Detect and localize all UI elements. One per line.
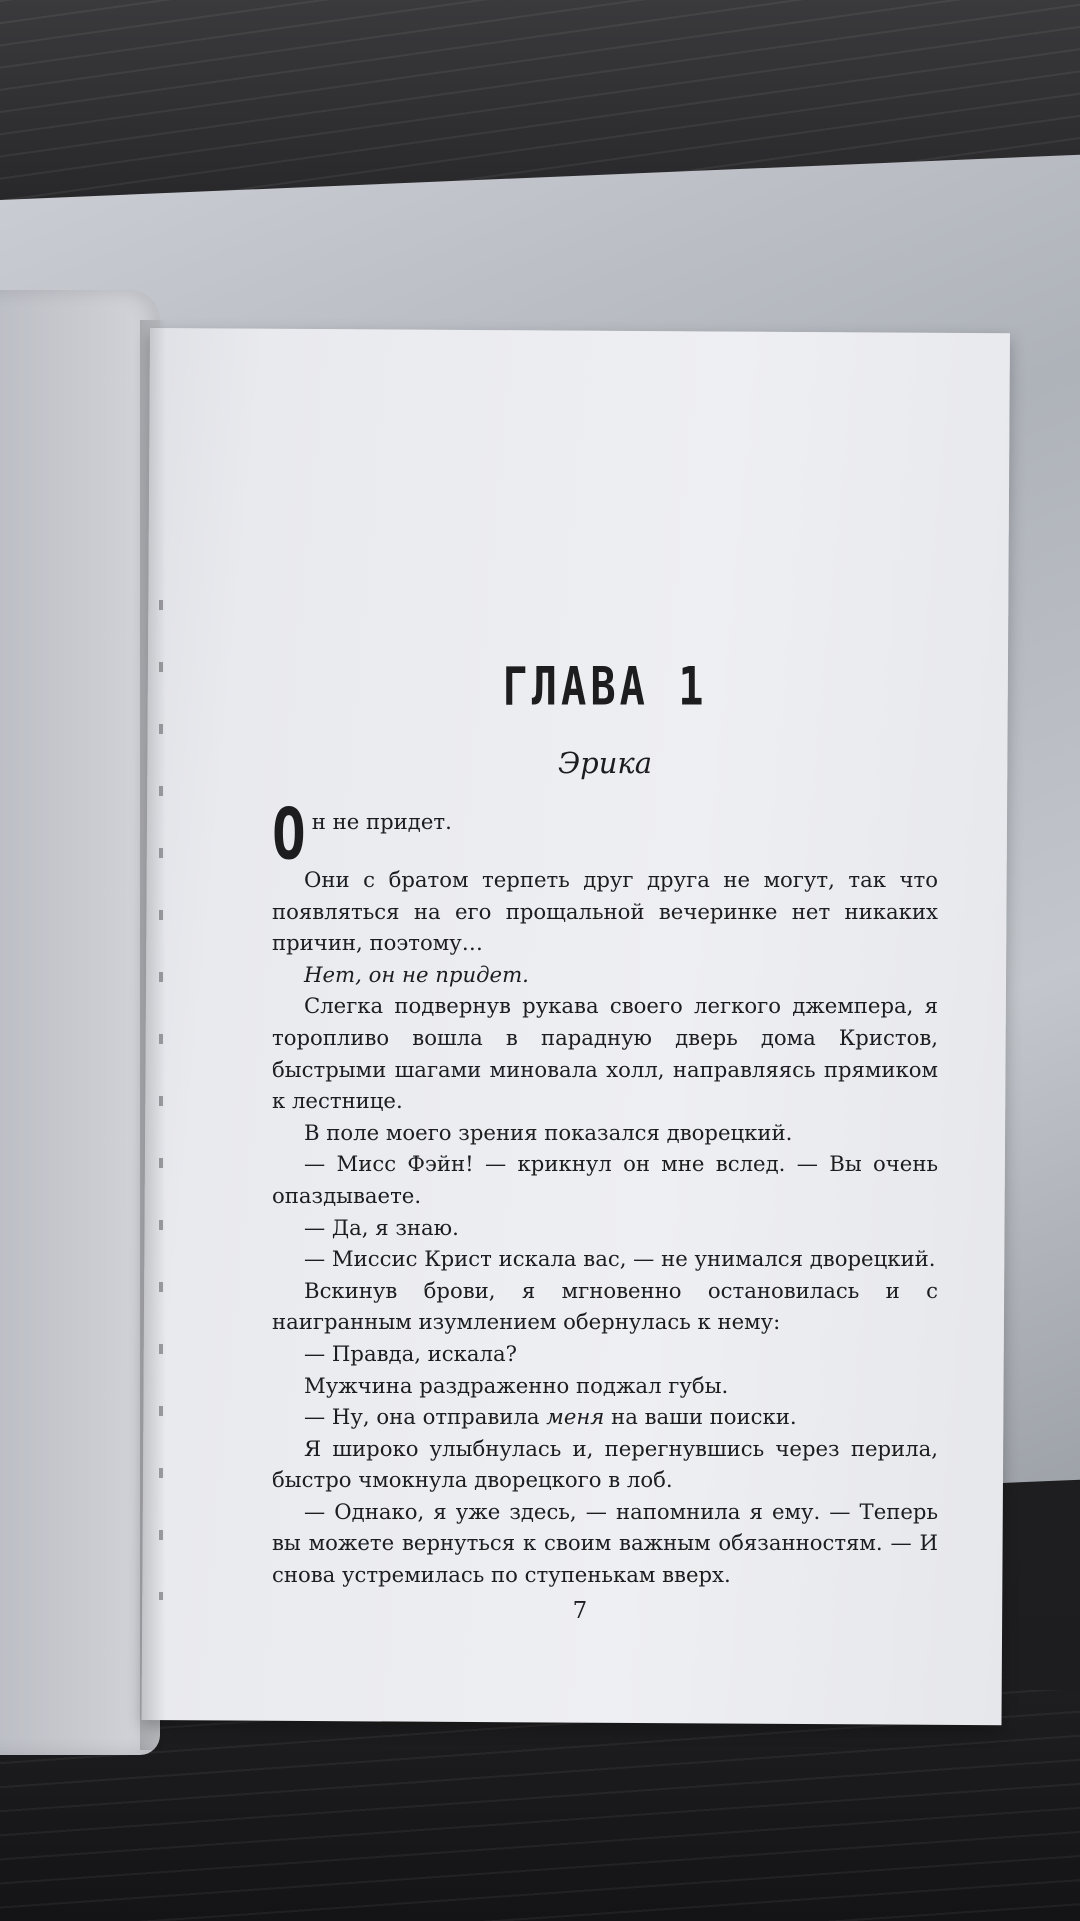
paragraph-12-a: — Ну, она отправила: [304, 1404, 547, 1430]
paragraph-5: В поле моего зрения показался дворецкий.: [304, 1119, 793, 1145]
paragraph-6: — Мисс Фэйн! — крикнул он мне вслед. — Вы очень опаздываете.: [272, 1151, 938, 1208]
paragraph-1-text: н не придет.: [311, 809, 452, 834]
paragraph-10: — Правда, искала?: [304, 1340, 517, 1366]
paragraph-3: [272, 959, 938, 991]
paragraph-14: — Однако, я уже здесь, — напомнила я ему. — Теперь вы можете вернуться к своим важным обязанностям. — И снова устремилась по ступенькам вверх.: [272, 1498, 938, 1588]
page-number: 7: [572, 1598, 588, 1624]
chapter-subtitle: Эрика: [557, 746, 653, 780]
binding-marks: [159, 600, 163, 1600]
paragraph-12: [272, 1401, 938, 1433]
drop-cap: О: [272, 794, 306, 876]
paragraph-3-text: Нет, он не придет.: [304, 961, 529, 987]
paragraph-9: Вскинув брови, я мгновенно остановилась и с наигранным изумлением обернулась к нему:: [272, 1277, 938, 1335]
paragraph-1: [272, 794, 938, 876]
paragraph-8: — Миссис Крист искала вас, — не унимался дворецкий.: [304, 1246, 936, 1272]
paragraph-7: — Да, я знаю.: [304, 1214, 459, 1240]
page-content: [272, 655, 938, 1591]
paragraph-4: Слегка подвернув рукава своего легкого джемпера, я торопливо вошла в парадную дверь дома Кристов, быстрыми шагами миновала холл, направляясь прямиком к лестнице.: [272, 993, 938, 1114]
paragraph-12-b: меня: [546, 1404, 605, 1430]
chapter-title: ГЛАВА 1: [502, 655, 708, 717]
paragraph-13: Я широко улыбнулась и, перегнувшись через перила, быстро чмокнула дворецкого в лоб.: [272, 1435, 938, 1493]
paragraph-2: Они с братом терпеть друг друга не могут, так что появляться на его прощальной вечеринке нет никаких причин, поэтому…: [272, 867, 938, 956]
paragraph-12-c: на ваши поиски.: [604, 1404, 797, 1430]
paragraph-11: Мужчина раздраженно поджал губы.: [304, 1372, 729, 1398]
left-page: [0, 290, 160, 1755]
